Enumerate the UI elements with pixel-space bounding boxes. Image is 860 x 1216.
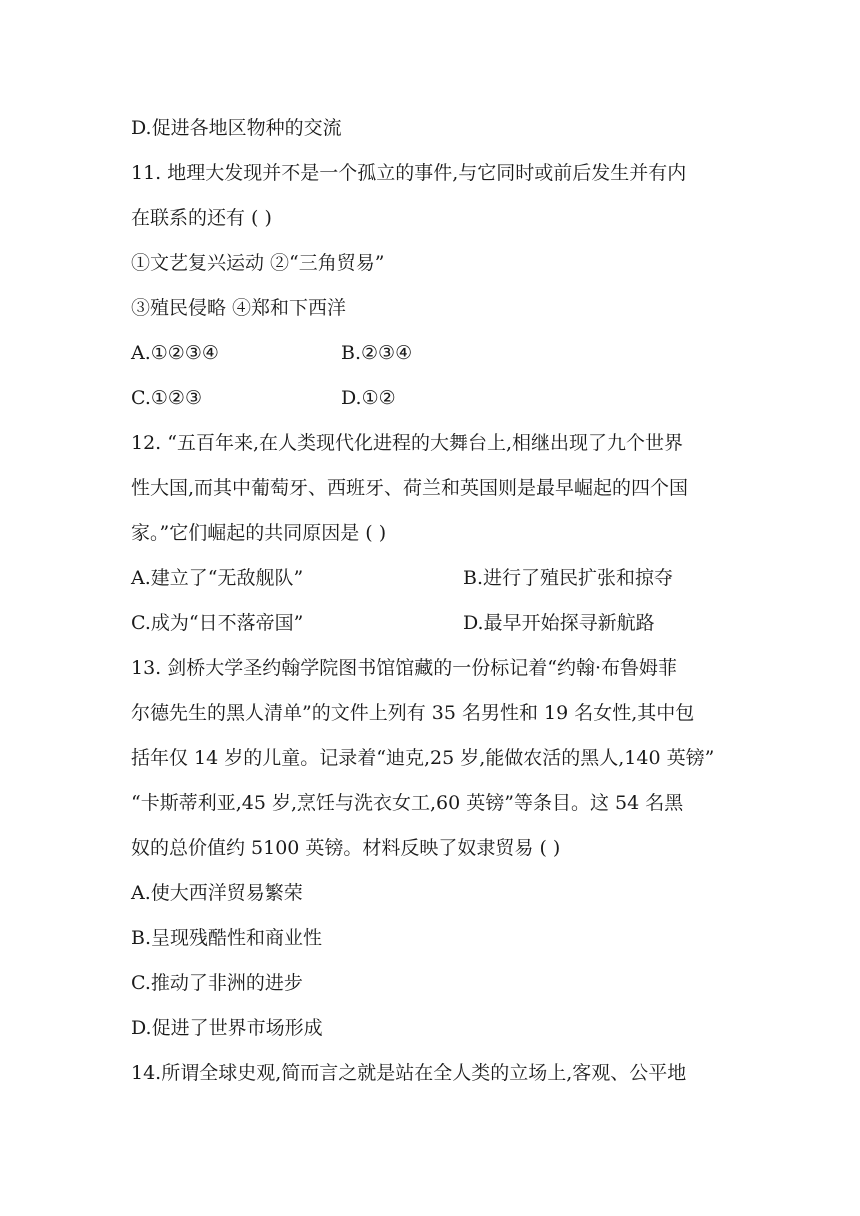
q13-stem-line-5: 奴的总价值约 5100 英镑。材料反映了奴隶贸易 ( ) — [131, 837, 561, 859]
q11-stem-line-1: 11. 地理大发现并不是一个孤立的事件,与它同时或前后发生并有内 — [131, 162, 687, 184]
q13-stem-line-4: “卡斯蒂利亚,45 岁,烹饪与洗衣女工,60 英镑”等条目。这 54 名黑 — [131, 792, 684, 814]
q13-option-d: D.促进了世界市场形成 — [131, 1017, 323, 1039]
q11-option-b: B.②③④ — [341, 342, 413, 364]
q11-stem-line-2: 在联系的还有 ( ) — [131, 207, 272, 229]
q13-stem-line-2: 尔德先生的黑人清单”的文件上列有 35 名男性和 19 名女性,其中包 — [131, 702, 695, 724]
q12-option-c: C.成为“日不落帝国” — [131, 612, 304, 634]
q13-stem-line-1: 13. 剑桥大学圣约翰学院图书馆馆藏的一份标记着“约翰·布鲁姆菲 — [131, 657, 678, 679]
q11-option-c: C.①②③ — [131, 387, 202, 409]
q11-option-d: D.①② — [341, 387, 396, 409]
q12-stem-line-2: 性大国,而其中葡萄牙、西班牙、荷兰和英国则是最早崛起的四个国 — [131, 477, 689, 499]
q11-items-line-1: ①文艺复兴运动 ②“三角贸易” — [131, 252, 385, 274]
q10-option-d: D.促进各地区物种的交流 — [131, 117, 342, 139]
q14-stem-line-1: 14.所谓全球史观,简而言之就是站在全人类的立场上,客观、公平地 — [131, 1062, 687, 1084]
q13-option-a: A.使大西洋贸易繁荣 — [131, 882, 303, 904]
q12-option-d: D.最早开始探寻新航路 — [463, 612, 655, 634]
q13-stem-line-3: 括年仅 14 岁的儿童。记录着“迪克,25 岁,能做农活的黑人,140 英镑” — [131, 747, 715, 769]
q12-option-a: A.建立了“无敌舰队” — [131, 567, 304, 589]
q13-option-c: C.推动了非洲的进步 — [131, 972, 303, 994]
q11-items-line-2: ③殖民侵略 ④郑和下西洋 — [131, 297, 347, 319]
q12-stem-line-3: 家。”它们崛起的共同原因是 ( ) — [131, 522, 387, 544]
q12-option-b: B.进行了殖民扩张和掠夺 — [463, 567, 674, 589]
q11-option-a: A.①②③④ — [131, 342, 219, 364]
q12-stem-line-1: 12. “五百年来,在人类现代化进程的大舞台上,相继出现了九个世界 — [131, 432, 684, 454]
q13-option-b: B.呈现残酷性和商业性 — [131, 927, 323, 949]
